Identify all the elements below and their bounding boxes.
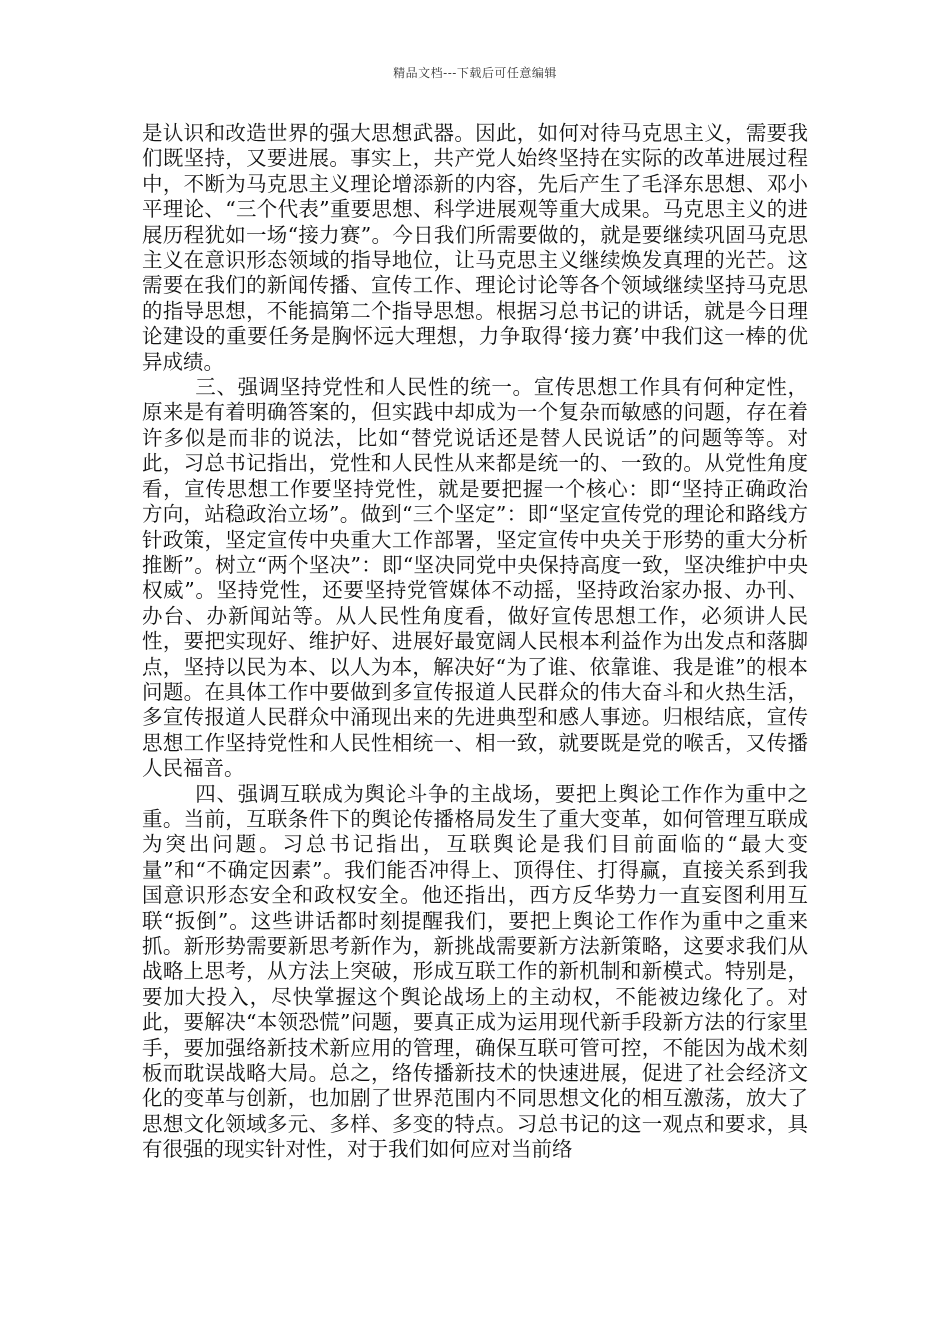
page-header: 精品文档---下载后可任意编辑 xyxy=(393,66,557,80)
paragraph-2: 三、强调坚持党性和人民性的统一。宣传思想工作具有何种定性，原来是有着明确答案的，但实践中却成为一个复杂而敏感的问题，存在着许多似是而非的说法，比如“替党说话还是替人民说话”的问题等等。对此，习总书记指出，党性和人民性从来都是统一的、一致的。从党性角度看，宣传思想工作要坚持党性，就是要把握一个核心：即“坚持正确政治方向，站稳政治立场”。做到“三个坚定”：即“坚定宣传党的理论和路线方针政策，坚定宣传中央重大工作部署，坚定宣传中央关于形势的重大分析推断”。树立“两个坚决”：即“坚决同党中央保持高度一致，坚决维护中央权威”。坚持党性，还要坚持党管媒体不动摇，坚持政治家办报、办刊、办台、办新闻站等。从人民性角度看，做好宣传思想工作，必须讲人民性，要把实现好、维护好、进展好最宽阔人民根本利益作为出发点和落脚点，坚持以民为本、以人为本，解决好“为了谁、依靠谁、我是谁”的根本问题。在具体工作中要做到多宣传报道人民群众的伟大奋斗和火热生活，多宣传报道人民群众中涌现出来的先进典型和感人事迹。归根结底，宣传思想工作坚持党性和人民性相统一、相一致，就要既是党的喉舌，又传播人民福音。 xyxy=(142,375,808,781)
paragraph-3: 四、强调互联成为舆论斗争的主战场，要把上舆论工作作为重中之重。当前，互联条件下的舆论传播格局发生了重大变革，如何管理互联成为突出问题。习总书记指出，互联舆论是我们目前面临的“最大变量”和“不确定因素”。我们能否冲得上、顶得住、打得赢，直接关系到我国意识形态安全和政权安全。他还指出，西方反华势力一直妄图利用互联“扳倒”。这些讲话都时刻提醒我们，要把上舆论工作作为重中之重来抓。新形势需要新思考新作为，新挑战需要新方法新策略，这要求我们从战略上思考，从方法上突破，形成互联工作的新机制和新模式。特别是，要加大投入，尽快掌握这个舆论战场上的主动权，不能被边缘化了。对此，要解决“本领恐慌”问题，要真正成为运用现代新手段新方法的行家里手，要加强络新技术新应用的管理，确保互联可管可控，不能因为战术刻板而耽误战略大局。总之，络传播新技术的快速进展，促进了社会经济文化的变革与创新，也加剧了世界范围内不同思想文化的相互激荡，放大了思想文化领域多元、多样、多变的特点。习总书记的这一观点和要求，具有很强的现实针对性，对于我们如何应对当前络 xyxy=(142,781,808,1162)
document-body xyxy=(142,121,808,1163)
paragraph-1: 是认识和改造世界的强大思想武器。因此，如何对待马克思主义，需要我们既坚持，又要进展。事实上，共产党人始终坚持在实际的改革进展过程中，不断为马克思主义理论增添新的内容，先后产生了毛泽东思想、邓小平理论、“三个代表”重要思想、科学进展观等重大成果。马克思主义的进展历程犹如一场“接力赛”。今日我们所需要做的，就是要继续巩固马克思主义在意识形态领域的指导地位，让马克思主义继续焕发真理的光芒。这需要在我们的新闻传播、宣传工作、理论讨论等各个领域继续坚持马克思的指导思想，不能搞第二个指导思想。根据习总书记的讲话，就是今日理论建设的重要任务是胸怀远大理想，力争取得‘接力赛’中我们这一棒的优异成绩。 xyxy=(142,121,808,374)
